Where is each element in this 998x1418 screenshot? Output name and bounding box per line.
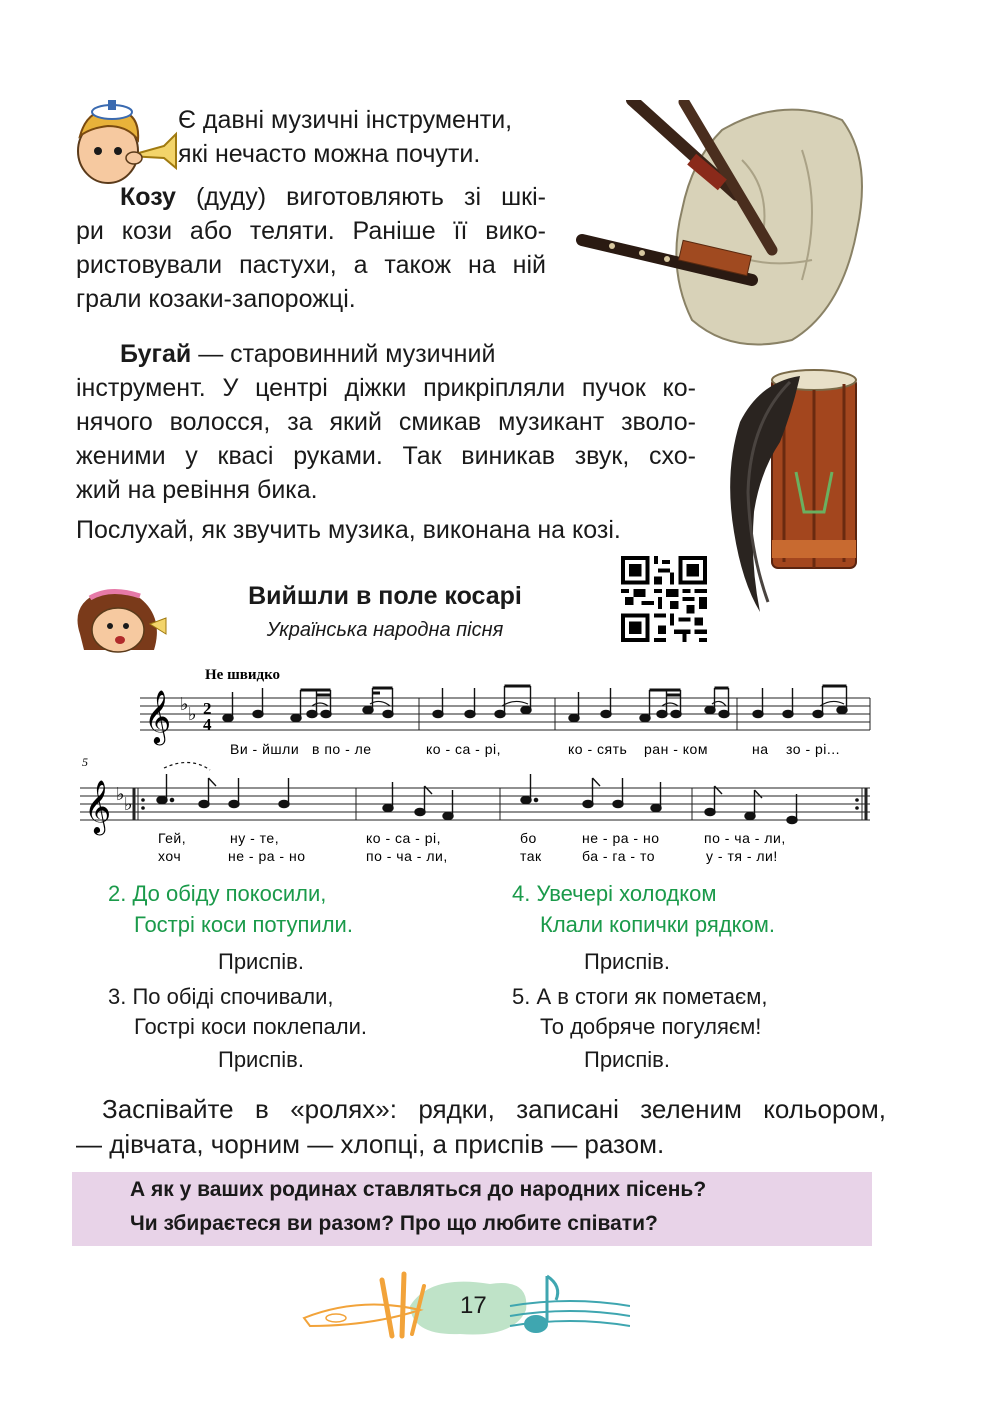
repeat-dot [855, 798, 859, 802]
intro-line-2: які нечасто можна почути. [178, 140, 481, 168]
lyric-2-4: бо [520, 830, 537, 846]
lyric-1-3: ко - са - рі, [426, 741, 502, 757]
repeat-dot [141, 798, 145, 802]
lyric-3-1: хоч [158, 848, 182, 864]
key-signature-flats: ♭ [180, 694, 189, 715]
lyric-1-6: на [752, 741, 769, 757]
bugai-line-5: жий на ревіння бика. [76, 476, 318, 504]
lyric-3-6: у - тя - ли! [706, 848, 778, 864]
page-number: 17 [460, 1292, 487, 1319]
verse-5-refrain: Приспів. [584, 1047, 670, 1072]
lyric-1-5: ран - ком [644, 741, 708, 757]
sheet-music [80, 660, 880, 870]
time-signature-top: 2 [203, 699, 212, 718]
bugai-line-3: нячого волосся, за який смикав музикант зволо- [76, 408, 696, 436]
bugai-line-1-rest: — старовинний музичний [198, 340, 496, 368]
verse-3-refrain: Приспів. [218, 1047, 304, 1072]
koza-term: Козу [120, 183, 176, 211]
measure-number: 5 [82, 755, 88, 769]
slur-staff-2 [164, 762, 210, 770]
lyric-2-2: ну - те, [230, 830, 280, 846]
key-signature-flats-2: ♭ [188, 704, 197, 725]
verse-4-line-1: 4. Увечері холодком [512, 881, 717, 906]
bugai-line-4: женими у квасі руками. Так виникав звук, схо- [76, 442, 696, 470]
instruction-line-1: Заспівайте в «ролях»: рядки, записані зеленим кольором, [102, 1094, 886, 1124]
repeat-dot [141, 806, 145, 810]
bugai-drum-image [720, 362, 870, 617]
trumpet-boy-illustration [68, 96, 180, 188]
lyric-1-7: зо - рі... [786, 741, 841, 757]
verse-3-line-1: 3. По обіді спочивали, [108, 984, 334, 1009]
bugai-line-1 [120, 337, 495, 371]
lyric-3-5: ба - га - то [582, 848, 655, 864]
verse-5-line-1: 5. А в стоги як пометаєм, [512, 984, 768, 1009]
song-title: Вийшли в поле косарі [248, 582, 522, 610]
key-signature-flats-4: ♭ [124, 794, 133, 815]
lyric-3-4: так [520, 848, 542, 864]
lyric-2-6: по - ча - ли, [704, 830, 786, 846]
lyric-2-1: Гей, [158, 830, 187, 846]
song-subtitle: Українська народна пісня [266, 619, 504, 641]
lyric-1-4: ко - сять [568, 741, 628, 757]
verse-2-line-2: Гострі коси потупили. [134, 912, 353, 937]
repeat-dot [855, 806, 859, 810]
verse-5-line-2: То добряче погуляєм! [540, 1014, 762, 1039]
question-line-2: Чи збираєтеся ви разом? Про що любите співати? [130, 1212, 658, 1235]
listen-text: Послухай, як звучить музика, виконана на козі. [76, 516, 621, 544]
key-signature-flats-3: ♭ [116, 784, 125, 805]
intro-line-1: Є давні музичні інструменти, [178, 106, 513, 134]
time-signature-bottom: 4 [203, 715, 212, 734]
question-line-1: А як у ваших родинах ставляться до народних пісень? [130, 1178, 707, 1201]
svg-text:𝄞: 𝄞 [144, 689, 172, 743]
bugai-term: Бугай [120, 340, 192, 368]
lyric-3-3: по - ча - ли, [366, 848, 448, 864]
koza-line-1-rest: (дуду) виготовляють зі шкі- [196, 183, 546, 211]
instruction-line-2: — дівчата, чорним — хлопці, а приспів — разом. [76, 1129, 665, 1159]
lyric-1-2: в по - ле [312, 741, 372, 757]
question-box [72, 1172, 872, 1246]
verse-2-refrain: Приспів. [218, 949, 304, 974]
koza-bagpipe-image [572, 100, 868, 352]
verse-2-line-1: 2. До обіду покосили, [108, 881, 327, 906]
tempo-marking: Не швидко [205, 667, 281, 683]
lyric-3-2: не - ра - но [228, 848, 306, 864]
treble-clef-icon-2 [84, 779, 111, 835]
verse-4-refrain: Приспів. [584, 949, 670, 974]
koza-line-4: грали козаки-запорожці. [76, 285, 356, 313]
lyric-2-3: ко - са - рі, [366, 830, 442, 846]
lyric-2-5: не - ра - но [582, 830, 660, 846]
svg-text:𝄞: 𝄞 [84, 779, 112, 833]
notes-staff-2 [157, 774, 797, 824]
verse-3-line-2: Гострі коси поклепали. [134, 1014, 367, 1039]
koza-line-3: ристовували пастухи, а також на ній [76, 251, 546, 279]
lyric-1-1: Ви - йшли [230, 741, 300, 757]
treble-clef-icon [144, 689, 171, 745]
koza-line-2: ри кози або теляти. Раніше її вико- [76, 217, 546, 245]
koza-line-1 [76, 180, 546, 214]
verse-4-line-2: Клали копички рядком. [540, 912, 776, 937]
bugai-line-2: інструмент. У центрі діжки прикріпляли пучок ко- [76, 374, 696, 402]
